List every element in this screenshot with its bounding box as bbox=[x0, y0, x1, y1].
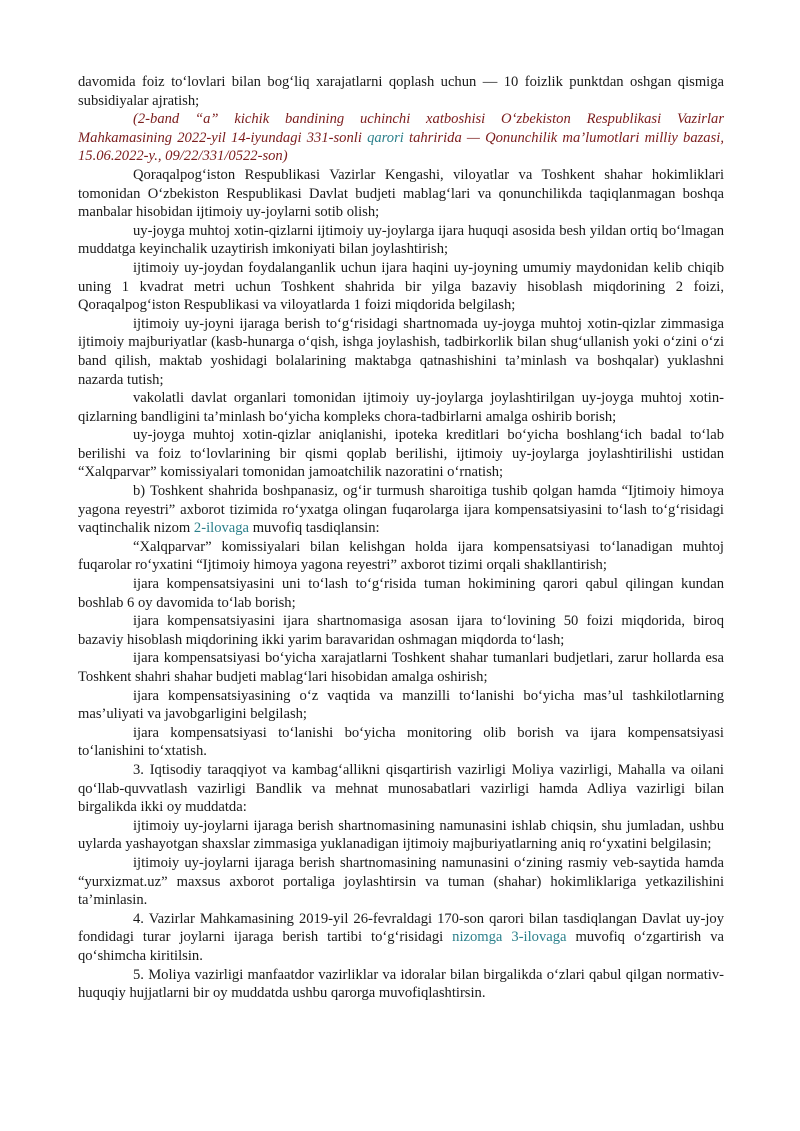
text-run: muvofiq tasdiqlansin: bbox=[249, 520, 380, 537]
text-run: muvofiq o‘zgartirish va qo‘shimcha kiritilsin. bbox=[78, 929, 724, 964]
body-paragraph: ijara kompensatsiyasi to‘lanishi bo‘yicha monitoring olib borish va ijara kompensatsiyasi to‘lanishini to‘xtatish. bbox=[78, 724, 724, 760]
body-paragraph: ijtimoiy uy-joydan foydalanganlik uchun ijara haqini uy-joyning umumiy maydonidan kelib chiqib uning 1 kvadrat metri uchun Toshkent shahrida bir yilga bazaviy hisoblash miqdorining 2 foizi, Qoraqalpog‘iston Respublikasi va viloyatlarda 1 foizi miqdorida belgilash; bbox=[78, 259, 724, 314]
body-paragraph: ijara kompensatsiyasining o‘z vaqtida va manzilli to‘lanishi bo‘yicha mas’ul tashkilotlarning mas’uliyati va javobgarligini belgilash; bbox=[78, 687, 724, 723]
body-paragraph bbox=[78, 482, 724, 538]
body-paragraph: Qoraqalpog‘iston Respublikasi Vazirlar Kengashi, viloyatlar va Toshkent shahar hokimliklari tomonidan O‘zbekiston Respublikasi Davlat budjeti mablag‘lari va qonunchilikda taqiqlanmagan boshqa manbalar hisobidan ijtimoiy uy-joylarni sotib olish; bbox=[78, 166, 724, 221]
body-paragraph: ijtimoiy uy-joyni ijaraga berish to‘g‘risidagi shartnomada uy-joyga muhtoj xotin-qizlar zimmasiga ijtimoiy majburiyatlar (kasb-hunarga o‘qish, ishga joylashish, tadbirkorlik bilan shug‘ullanish yoki o‘zini o‘zi band qilish, maktab yoshidagi bolalarining maktabga qatnashishini ta’minlash va boshqalar) yuklashni nazarda tutish; bbox=[78, 315, 724, 388]
body-paragraph bbox=[78, 910, 724, 966]
document-link[interactable]: qarori bbox=[367, 129, 404, 146]
body-paragraph: “Xalqparvar” komissiyalari bilan kelishgan holda ijara kompensatsiyasi to‘lanadigan muhtoj fuqarolar ro‘yxatini “Ijtimoiy himoya yagona reyestri” axborot tizimi orqali shakllantirish; bbox=[78, 538, 724, 574]
body-paragraph: ijara kompensatsiyasi bo‘yicha xarajatlarni Toshkent shahar tumanlari budjetlari, zarur hollarda esa Toshkent shahri shahar budjeti mablag‘lari hisobidan amalga oshirish; bbox=[78, 650, 724, 685]
amendment-note bbox=[78, 110, 724, 166]
body-paragraph: ijtimoiy uy-joylarni ijaraga berish shartnomasining namunasini o‘zining rasmiy veb-saytida hamda “yurxizmat.uz” maxsus axborot portaliga joylashtirsin va tuman (shahar) hokimliklariga yetkazilishini ta’minlasin. bbox=[78, 854, 724, 909]
body-paragraph: davomida foiz to‘lovlari bilan bog‘liq xarajatlarni qoplash uchun — 10 foizlik punktdan oshgan qismiga subsidiyalar ajratish; bbox=[78, 74, 724, 109]
body-paragraph: ijara kompensatsiyasini ijara shartnomasiga asosan ijara to‘lovining 50 foizi miqdorida, biroq bazaviy hisoblash miqdorining ikki yarim baravaridan oshmagan miqdorda to‘lash; bbox=[78, 613, 724, 648]
body-paragraph: vakolatli davlat organlari tomonidan ijtimoiy uy-joylarga joylashtirilgan uy-joyga muhtoj xotin-qizlarning bandligini ta’minlash bo‘yicha kompleks chora-tadbirlarni amalga oshirib borish; bbox=[78, 390, 724, 425]
body-paragraph: uy-joyga muhtoj xotin-qizlarni ijtimoiy uy-joylarga ijara huquqi asosida besh yildan ortiq bo‘lmagan muddatga keyinchalik uzaytirish imkoniyati bilan joylashtirish; bbox=[78, 222, 724, 258]
document-link[interactable]: nizomga 3-ilovaga bbox=[452, 929, 567, 946]
document-link[interactable]: 2-ilovaga bbox=[193, 520, 250, 537]
body-paragraph: ijara kompensatsiyasini uni to‘lash to‘g‘risida tuman hokimining qarori qabul qilingan kundan boshlab 6 oy davomida to‘lab borish; bbox=[78, 576, 724, 611]
body-paragraph: ijtimoiy uy-joylarni ijaraga berish shartnomasining namunasini ishlab chiqsin, shu jumladan, ushbu uylarda yashayotgan shaxslar zimmasiga yuklanadigan ijtimoiy majburiyatlarning aniq ro‘yxatini belgilasin; bbox=[78, 817, 724, 853]
text-run: b) Toshkent shahrida boshpanasiz, og‘ir turmush sharoitiga tushib qolgan hamda “Ijtimoiy himoya yagona reyestri” axborot tizimida ro‘yxatga olingan fuqarolarga ijara kompensatsiyasini to‘lash to‘g‘risidagi vaqtinchalik nizom bbox=[78, 483, 724, 537]
body-paragraph: uy-joyga muhtoj xotin-qizlar aniqlanishi, ipoteka kreditlari bo‘yicha boshlang‘ich badal to‘lab berilishi va foiz to‘lovlarining bir qismi qoplab berilishi, ijtimoiy uy-joylarga joylashtirilishi ustidan “Xalqparvar” komissiyalari tomonidan jamoatchilik nazoratini o‘rnatish; bbox=[78, 427, 724, 481]
body-paragraph: 5. Moliya vazirligi manfaatdor vazirliklar va idoralar bilan birgalikda o‘zlari qabul qilgan normativ-huquqiy hujjatlarni bir oy muddatda ushbu qarorga muvofiqlashtirsin. bbox=[78, 966, 724, 1002]
text-run: (2-band “a” kichik bandining uchinchi xatboshisi O‘zbekiston Respublikasi Vazirlar Mahkamasining 2022-yil 14-iyundagi 331-sonli bbox=[78, 111, 724, 146]
text-run: 4. Vazirlar Mahkamasining 2019-yil 26-fevraldagi 170-son qarori bilan tasdiqlangan Davlat uy-joy fondidagi turar joylarni ijaraga berish tartibi to‘g‘risidagi bbox=[78, 910, 724, 946]
body-paragraph: 3. Iqtisodiy taraqqiyot va kambag‘allikni qisqartirish vazirligi Moliya vazirligi, Mahalla va oilani qo‘llab-quvvatlash vazirligi Bandlik va mehnat munosabatlari vazirligi hamda Adliya vazirligi bilan birgalikda ikki oy muddatda: bbox=[78, 761, 724, 816]
text-run: tahririda — Qonunchilik ma’lumotlari milliy bazasi, 15.06.2022-y., 09/22/331/0522-son) bbox=[78, 129, 724, 165]
